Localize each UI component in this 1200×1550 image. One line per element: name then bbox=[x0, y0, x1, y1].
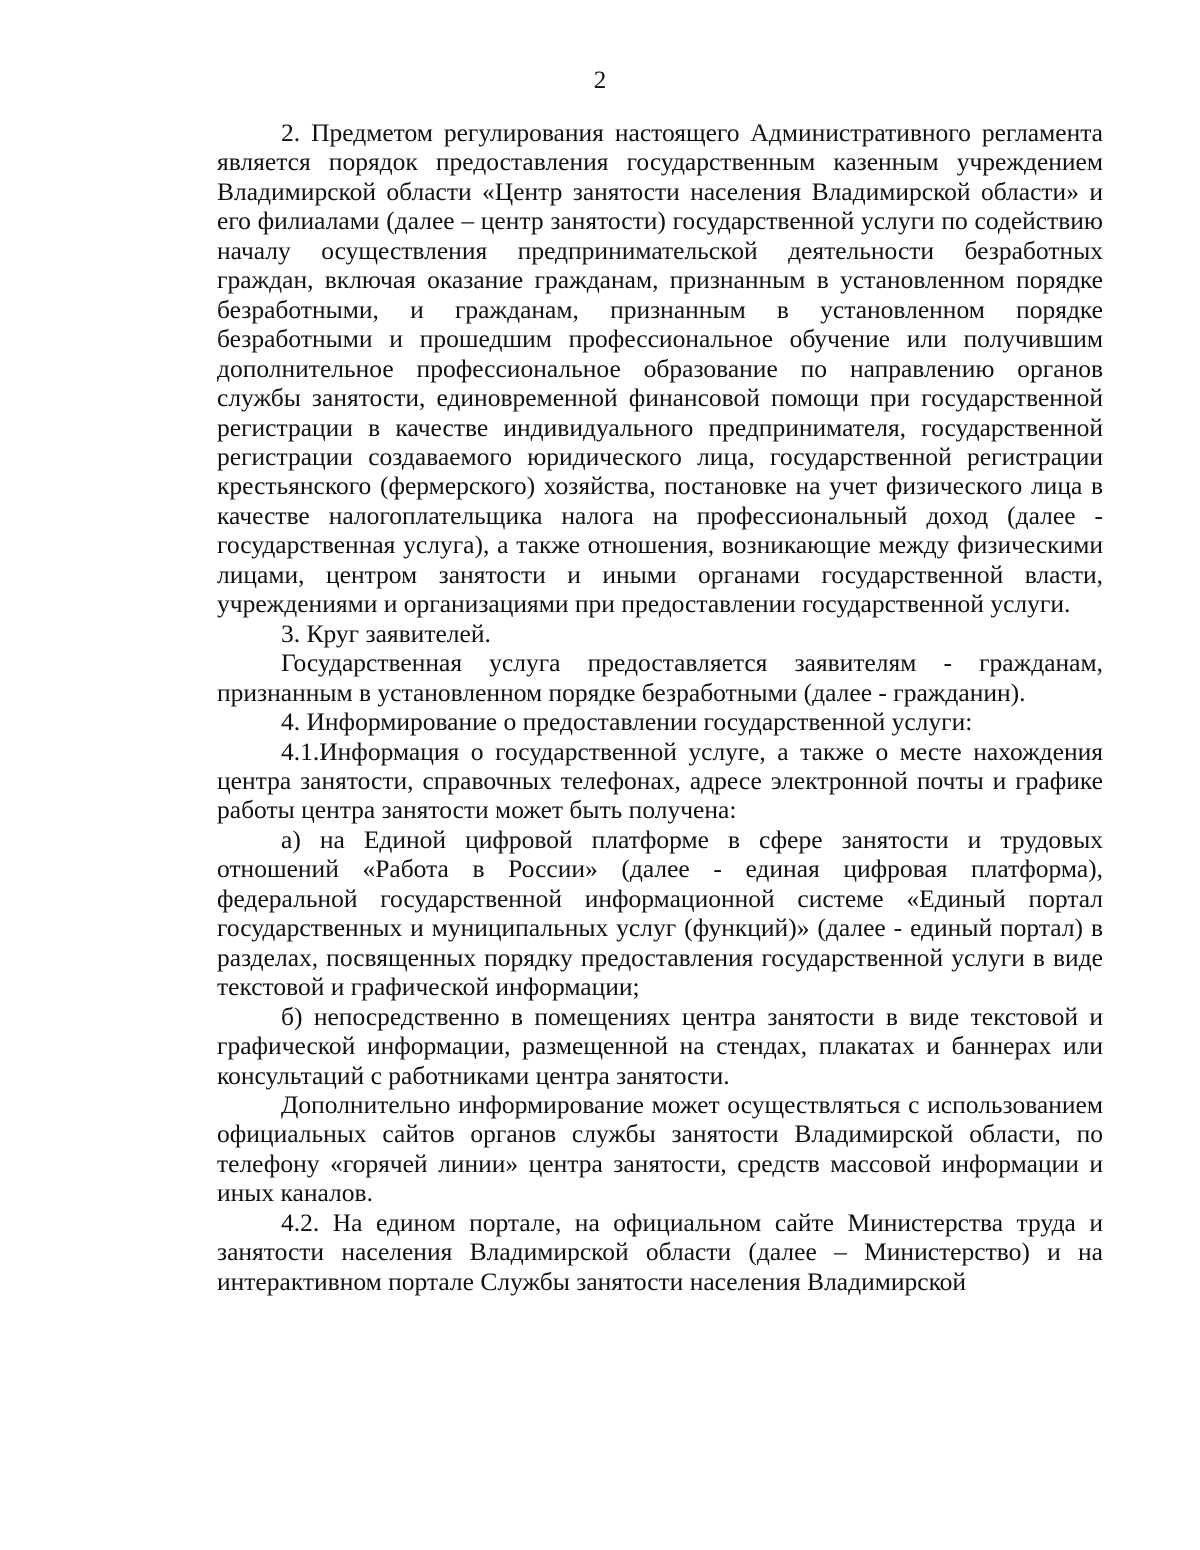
paragraph-applicants: Государственная услуга предоставляется заявителям - гражданам, признанным в установленном порядке безработными (далее - гражданин). bbox=[217, 648, 1103, 707]
document-body bbox=[217, 118, 1103, 1296]
paragraph-informing-heading: 4. Информирование о предоставлении государственной услуги: bbox=[281, 707, 973, 737]
paragraph-additional-informing: Дополнительно информирование может осуществляться с использованием официальных сайтов органов службы занятости Владимирской области, по телефону «горячей линии» центра занятости, средств массовой информации и иных каналов. bbox=[217, 1089, 1103, 1208]
paragraph-4-2: 4.2. На едином портале, на официальном сайте Министерства труда и занятости населения Владимирской области (далее – Министерство) и на интерактивном портале Службы занятости населения Владимирской bbox=[217, 1207, 1103, 1296]
paragraph-item-a: а) на Единой цифровой платформе в сфере занятости и трудовых отношений «Работа в России» (далее - единая цифровая платформа), федеральной государственной информационной системе «Единый портал государственных и муниципальных услуг (функций)» (далее - единый портал) в разделах, посвященных порядку предоставления государственной услуги в виде текстовой и графической информации; bbox=[217, 824, 1103, 1002]
paragraph-4-1: 4.1.Информация о государственной услуге, а также о месте нахождения центра занятости, справочных телефонах, адресе электронной почты и графике работы центра занятости может быть получена: bbox=[217, 736, 1103, 825]
page-number: 2 bbox=[593, 67, 607, 94]
paragraph-subject-of-regulation: 2. Предметом регулирования настоящего Административного регламента является порядок предоставления государственным казенным учреждением Владимирской области «Центр занятости населения Владимирской области» и его филиалами (далее – центр занятости) государственной услуги по содействию началу осуществления предпринимательской деятельности безработных граждан, включая оказание гражданам, признанным в установленном порядке безработными, и гражданам, признанным в установленном порядке безработными и прошедшим профессиональное обучение или получившим дополнительное профессиональное образование по направлению органов службы занятости, единовременной финансовой помощи при государственной регистрации в качестве индивидуального предпринимателя, государственной регистрации создаваемого юридического лица, государственной регистрации крестьянского (фермерского) хозяйства, постановке на учет физического лица в качестве налогоплательщика налога на профессиональный доход (далее - государственная услуга), а также отношения, возникающие между физическими лицами, центром занятости и иными органами государственной власти, учреждениями и организациями при предоставлении государственной услуги. bbox=[217, 118, 1103, 619]
paragraph-applicants-heading: 3. Круг заявителей. bbox=[281, 618, 491, 648]
paragraph-item-b: б) непосредственно в помещениях центра занятости в виде текстовой и графической информации, размещенной на стендах, плакатах и баннерах или консультаций с работниками центра занятости. bbox=[217, 1001, 1103, 1090]
